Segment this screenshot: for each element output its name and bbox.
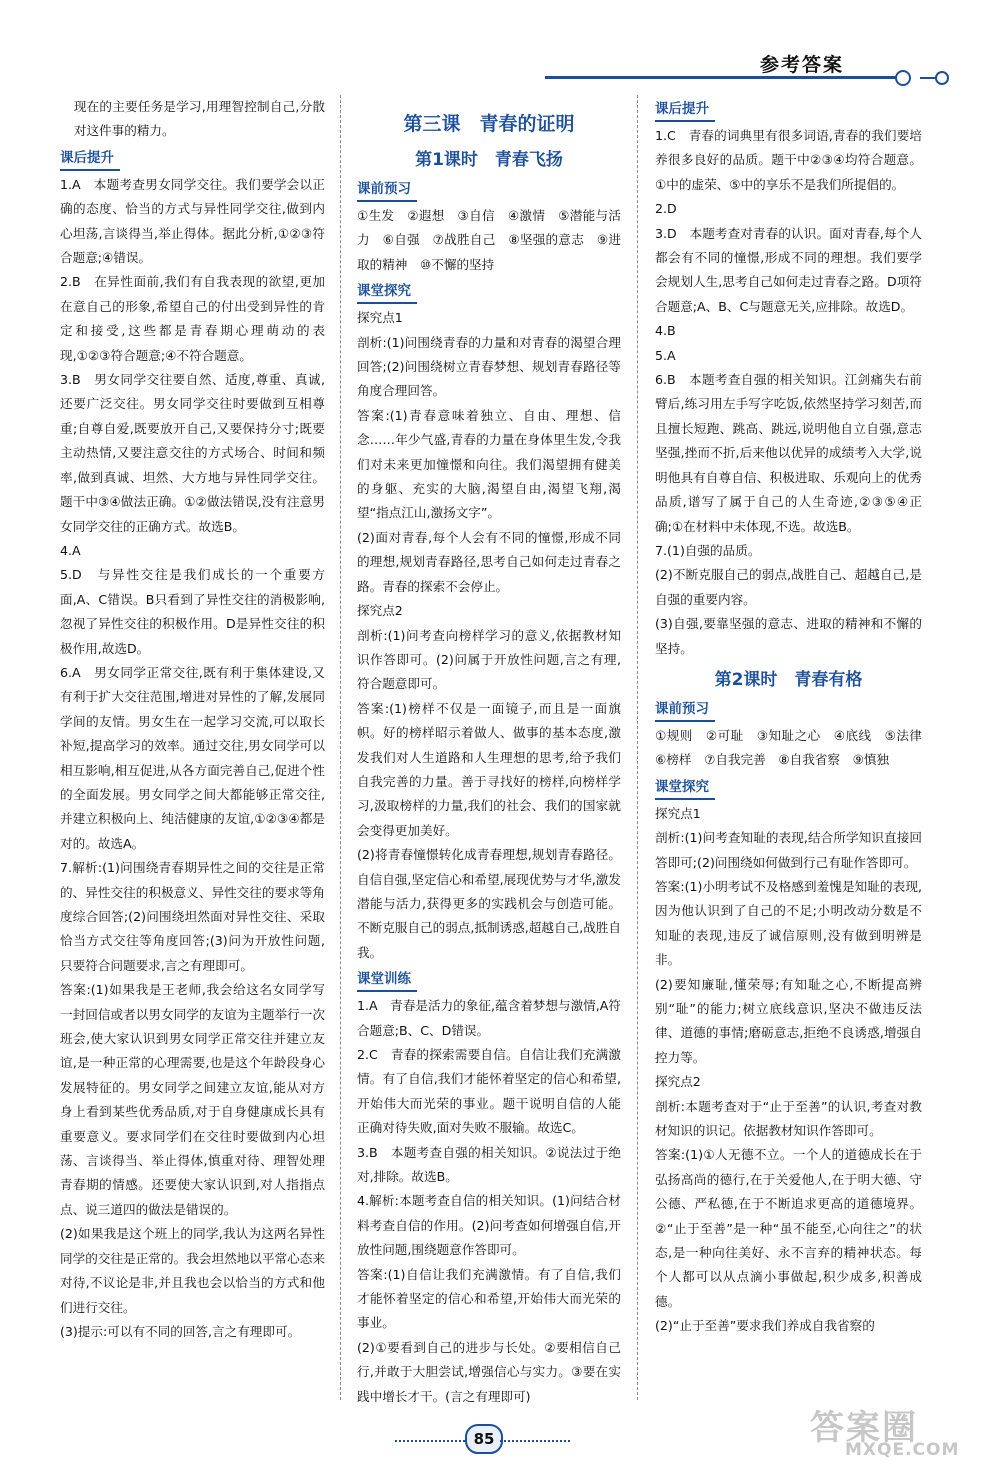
- period-title: 第2课时 青春有格: [714, 669, 863, 690]
- answer-paragraph: 7.解析:(1)问围绕青春期异性之间的交往是正常的、异性交往的积极意义、异性交往的要求等角度综合回答;(2)问围绕坦然面对异性交往、采取恰当方式交往等角度回答;(3)问为开放性问题,只要符合问题要求,言之有理即可。: [60, 860, 325, 973]
- answer-paragraph: 剖析:本题考查对于“止于至善”的认识,考查对教材知识的识记。依据教材知识作答即可。: [655, 1098, 922, 1139]
- answer-paragraph: (2)将青春憧憬转化成青春理想,规划青春路径。自信自强,坚定信心和希望,展现优势与才华,激发潜能与活力,获得更多的实践机会与创造可能。不断克服自己的弱点,抵制诱惑,超越自己,战胜自我。: [357, 847, 621, 960]
- answer-paragraph: 探究点1: [357, 310, 403, 326]
- answer-paragraph: ①生发 ②遐想 ③自信 ④激情 ⑤潜能与活力 ⑥自强 ⑦战胜自己 ⑧坚强的意志 ⑨进取的精神 ⑩不懈的坚持: [357, 208, 621, 272]
- answer-paragraph: 3.B 男女同学交往要自然、适度,尊重、真诚,还要广泛交往。男女同学交往时要做到互相尊重;自尊自爱,既要放开自己,又要保持分寸;既要主动热情,又要注意交往的方式场合、时间和频率,做到真诚、坦然、大方地与异性同学交往。题干中③④做法正确。①②做法错误,没有注意男女同学交往的正确方式。故选B。: [60, 372, 325, 534]
- section-heading-wrap: [655, 773, 922, 802]
- section-heading: 课堂探究: [655, 776, 715, 800]
- answer-paragraph: 答案:(1)青春意味着独立、自由、理想、信念……年少气盛,青春的力量在身体里生发,令我们对未来更加憧憬和向往。我们渴望拥有健美的身躯、充实的大脑,渴望自由,渴望飞翔,渴望“指点江山,激扬文字”。: [357, 407, 621, 521]
- answer-paragraph: 答案:(1)①人无德不立。一个人的道德成长在于弘扬高尚的德行,在于关爱他人,在于明大德、守公德、严私德,在于不断追求更高的道德境界。②“止于至善”是一种“虽不能至,心向往之”的状态,是一种向往美好、永不言弃的精神状态。每个人都可以从点滴小事做起,积少成多,积善成德。: [655, 1147, 922, 1309]
- answer-paragraph: (2)“止于至善”要求我们养成自我省察的: [655, 1318, 875, 1334]
- answer-paragraph: 探究点2: [357, 603, 403, 619]
- answer-paragraph: 剖析:(1)问考查知耻的表现,结合所学知识直接回答即可;(2)问围绕如何做到行己有耻作答即可。: [655, 830, 922, 870]
- answer-paragraph: 5.A: [655, 347, 676, 363]
- section-heading-wrap: [357, 965, 621, 994]
- section-heading: 课前预习: [357, 178, 417, 202]
- answer-paragraph: 剖析:(1)问考查向榜样学习的意义,依据教材知识作答即可。(2)问属于开放性问题,言之有理,符合题意即可。: [357, 627, 621, 692]
- header-ornament-circle-end: [935, 71, 949, 85]
- answer-paragraph: 答案:(1)小明考试不及格感到羞愧是知耻的表现,因为他认识到了自己的不足;小明改动分数是不知耻的表现,违反了诚信原则,没有做到明辨是非。: [655, 878, 922, 968]
- answer-paragraph: 答案:(1)如果我是王老师,我会给这名女同学写一封回信或者以男女同学的友谊为主题举行一次班会,使大家认识到男女同学正常交往并建立友谊,是一种正常的心理需要,也是这个年龄段身心发展特征的。男女同学之间建立友谊,能从对方身上看到某些优秀品质,对于自身健康成长具有重要意义。要求同学们在交往时要做到内心坦荡、言谈得当、举止得体,慎重对待、理智处理青春期的情感。还要使大家认识到,对人指指点点、说三道四的做法是错误的。: [60, 982, 325, 1217]
- answer-paragraph: 4.B: [655, 323, 676, 339]
- header-title: 参考答案: [760, 54, 845, 76]
- section-heading: 课堂训练: [357, 968, 417, 992]
- answer-paragraph: 2.D: [655, 201, 677, 217]
- answer-paragraph: 6.A 男女同学正常交往,既有利于集体建设,又有利于扩大交往范围,增进对异性的了解,发展同学间的友情。男女生在一起学习交流,可以取长补短,提高学习的效率。通过交往,男女同学可以相互影响,相互促进,从各方面完善自己,促进个性的全面发展。男女同学之间大都能够正常交往,并建立积极向上、纯洁健康的友谊,①②③④都是对的。故选A。: [60, 664, 325, 851]
- answer-paragraph: 现在的主要任务是学习,用理智控制自己,分散对这件事的精力。: [73, 99, 325, 139]
- answer-paragraph: 7.(1)自强的品质。: [655, 542, 761, 558]
- answer-paragraph: (2)①要看到自己的进步与长处。②要相信自己行,并敢于大胆尝试,增强信心与实力。③要在实践中增长才干。(言之有理即可): [357, 1339, 621, 1404]
- section-heading: 课堂探究: [357, 280, 417, 304]
- section-heading-wrap: [357, 175, 621, 204]
- watermark-url: MXQE.COM: [845, 1440, 960, 1460]
- answer-paragraph: (3)提示:可以有不同的回答,言之有理即可。: [60, 1323, 301, 1339]
- header-rule: [545, 76, 900, 79]
- footer-ornament-right: [500, 1440, 570, 1442]
- column-divider-2: [637, 95, 638, 1400]
- column-left: [60, 95, 325, 1344]
- section-heading: 课前预习: [655, 698, 715, 722]
- section-heading: 课后提升: [60, 147, 120, 171]
- answer-paragraph: (2)要知廉耻,懂荣辱;有知耻之心,不断提高辨别“耻”的能力;树立底线意识,坚决不做违反法律、道德的事情;磨砺意志,拒绝不良诱惑,增强自控力等。: [655, 976, 922, 1065]
- answer-paragraph: 4.解析:本题考查自信的相关知识。(1)问结合材料考查自信的作用。(2)问考查如何增强自信,开放性问题,围绕题意作答即可。: [357, 1193, 621, 1258]
- watermark-logo: 答案圈: [810, 1408, 918, 1448]
- answer-paragraph: 探究点1: [655, 805, 701, 821]
- header-ornament-circle: [895, 70, 911, 86]
- period-title: 第1课时 青春飞扬: [415, 150, 563, 170]
- answer-paragraph: 2.B 在异性面前,我们有自我表现的欲望,更加在意自己的形象,希望自己的付出受到异性的肯定和接受,这些都是青春期心理萌动的表现,①②③符合题意;④不符合题意。: [60, 274, 325, 363]
- answer-paragraph: 3.D 本题考查对青春的认识。面对青春,每个人都会有不同的憧憬,形成不同的理想。我们要学会规划人生,思考自己如何走过青春之路。D项符合题意;A、B、C与题意无关,应排除。故选D。: [655, 225, 922, 314]
- section-heading-wrap: [655, 695, 922, 724]
- header-ornament-line: [920, 77, 936, 79]
- section-heading-wrap: [655, 95, 922, 124]
- answer-paragraph: 1.A 青春是活力的象征,蕴含着梦想与激情,A符合题意;B、C、D错误。: [357, 998, 621, 1038]
- footer-ornament-left: [395, 1440, 465, 1442]
- answer-paragraph: 2.C 青春的探索需要自信。自信让我们充满激情。有了自信,我们才能怀着坚定的信心和希望,开始伟大而光荣的事业。题干说明自信的人能正确对待失败,面对失败不服输。故选C。: [357, 1047, 621, 1136]
- answer-paragraph: (3)自强,要靠坚强的意志、进取的精神和不懈的坚持。: [655, 616, 922, 656]
- answer-paragraph: 答案:(1)榜样不仅是一面镜子,而且是一面旗帜。好的榜样昭示着做人、做事的基本态度,激发我们对人生道路和人生理想的思考,给予我们自我完善的力量。善于寻找好的榜样,向榜样学习,汲取榜样的力量,我们的社会、我们的国家就会变得更加美好。: [357, 700, 621, 838]
- answer-paragraph: 6.B 本题考查自强的相关知识。江剑痛失右前臂后,练习用左手写字吃饭,依然坚持学习刻苦,而且擅长短跑、跳高、跳远,说明他自立自强,意志坚强,挫而不折,后来他以优异的成绩考入大学,说明他具有自尊自信、积极进取、乐观向上的优秀品质,谱写了属于自己的人生奇迹,②③⑤④正确;①在材料中未体现,不选。故选B。: [655, 372, 922, 534]
- page-number: 85: [465, 1424, 503, 1454]
- column-middle: [357, 95, 621, 1409]
- answer-paragraph: 3.B 本题考查自强的相关知识。②说法过于绝对,排除。故选B。: [357, 1144, 621, 1185]
- section-heading-wrap: [60, 144, 325, 173]
- answer-paragraph: (2)不断克服自己的弱点,战胜自己、超越自己,是自强的重要内容。: [655, 567, 922, 607]
- answer-paragraph: 1.C 青春的词典里有很多词语,青春的我们要培养很多良好的品质。题干中②③④均符合题意。①中的虚荣、⑤中的享乐不是我们所提倡的。: [655, 128, 922, 192]
- section-heading-wrap: [357, 277, 621, 306]
- answer-paragraph: ①规则 ②可耻 ③知耻之心 ④底线 ⑤法律 ⑥榜样 ⑦自我完善 ⑧自我省察 ⑨慎独: [655, 727, 935, 768]
- column-divider-1: [340, 95, 341, 1400]
- answer-paragraph: 答案:(1)自信让我们充满激情。有了自信,我们才能怀着坚定的信心和希望,开始伟大而光荣的事业。: [357, 1266, 621, 1331]
- answer-paragraph: (2)面对青春,每个人会有不同的憧憬,形成不同的理想,规划青春路径,思考自己如何走过青春之路。青春的探索不会停止。: [357, 529, 621, 594]
- column-right: [655, 95, 935, 1339]
- answer-paragraph: (2)如果我是这个班上的同学,我认为这两名异性同学的交往是正常的。我会坦然地以平常心态来对待,不议论是非,并且我也会以恰当的方式和他们进行交往。: [60, 1226, 325, 1315]
- section-heading: 课后提升: [655, 98, 715, 122]
- answer-paragraph: 1.A 本题考查男女同学交往。我们要学会以正确的态度、恰当的方式与异性同学交往,做到内心坦荡,言谈得当,举止得体。据此分析,①②③符合题意;④错误。: [60, 176, 325, 266]
- answer-paragraph: 4.A: [60, 542, 81, 558]
- lesson-title: 第三课 青春的证明: [403, 113, 575, 135]
- answer-paragraph: 5.D 与异性交往是我们成长的一个重要方面,A、C错误。B只看到了异性交往的消极影响,忽视了异性交往的积极作用。D是异性交往的积极作用,故选D。: [60, 567, 325, 656]
- answer-paragraph: 探究点2: [655, 1074, 701, 1090]
- answer-paragraph: 剖析:(1)问围绕青春的力量和对青春的渴望合理回答;(2)问围绕树立青春梦想、规划青春路径等角度合理回答。: [357, 334, 621, 399]
